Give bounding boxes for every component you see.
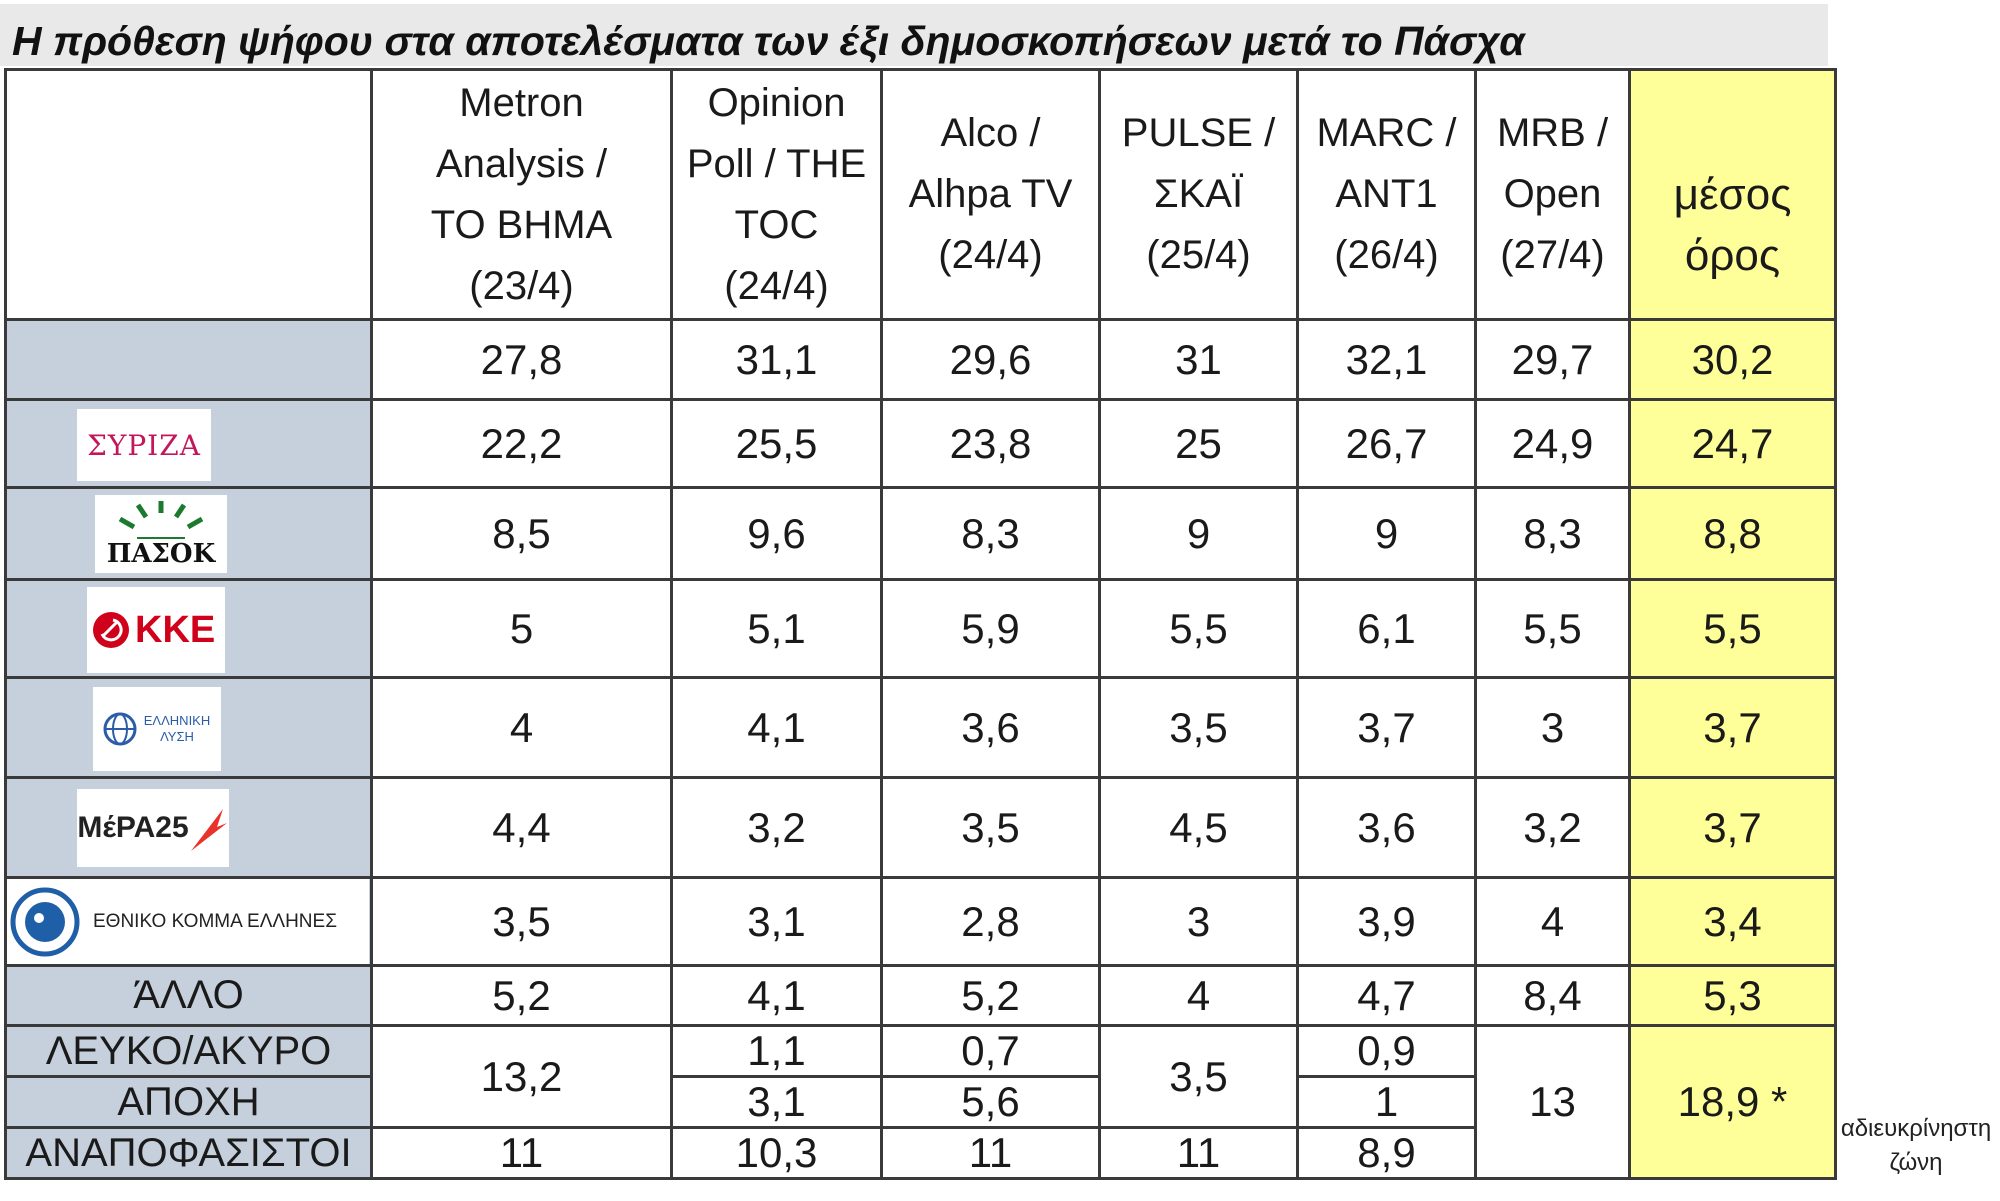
value-cell: 8,9 [1298, 1128, 1476, 1179]
header-metron [372, 70, 672, 320]
value-cell: 2,8 [882, 878, 1100, 966]
header-metron-l2: Analysis / [435, 141, 608, 186]
header-marc-l1: MARC / [1316, 111, 1457, 155]
hammer-sickle-icon [91, 610, 131, 650]
side-note [1832, 1112, 2000, 1180]
value-cell: 4,1 [672, 966, 882, 1026]
header-marc [1298, 70, 1476, 320]
table-row [6, 400, 1836, 488]
side-note-line1: αδιευκρίνηστη [1840, 1115, 1992, 1142]
average-cell-merged: 18,9 * [1630, 1026, 1836, 1179]
header-blank-cell [6, 70, 372, 320]
header-row [6, 70, 1836, 320]
polls-table [4, 68, 1837, 1180]
value-cell: 8,3 [1476, 488, 1630, 580]
average-cell: 3,4 [1630, 878, 1836, 966]
value-cell: 5 [372, 580, 672, 678]
globe-icon [102, 711, 138, 747]
header-opinion-l2: Poll / THE [686, 141, 867, 186]
average-cell: 3,7 [1630, 778, 1836, 878]
value-cell: 5,6 [882, 1077, 1100, 1128]
mera25-logo-text: ΜέΡΑ25 [77, 811, 189, 844]
party-cell-nd [6, 320, 372, 400]
value-cell: 3,5 [882, 778, 1100, 878]
value-cell: 32,1 [1298, 320, 1476, 400]
value-cell: 0,7 [882, 1026, 1100, 1077]
party-cell-elliniki-lysi [6, 678, 372, 778]
value-cell: 11 [1100, 1128, 1298, 1179]
average-cell: 3,7 [1630, 678, 1836, 778]
value-cell: 31,1 [672, 320, 882, 400]
average-cell: 5,3 [1630, 966, 1836, 1026]
party-cell-pasok [6, 488, 372, 580]
header-mrb-l3: (27/4) [1500, 233, 1605, 277]
value-cell: 4 [1100, 966, 1298, 1026]
header-mrb-l1: MRB / [1496, 111, 1609, 155]
ethniko-komma-logo [7, 879, 369, 965]
value-cell: 24,9 [1476, 400, 1630, 488]
value-cell: 6,1 [1298, 580, 1476, 678]
average-cell: 30,2 [1630, 320, 1836, 400]
syriza-logo [77, 409, 211, 481]
value-cell: 4,1 [672, 678, 882, 778]
value-cell: 1,1 [672, 1026, 882, 1077]
pasok-logo [95, 495, 227, 573]
average-cell: 5,5 [1630, 580, 1836, 678]
header-metron-l1: Metron [459, 80, 584, 125]
row-label-undecided: ΑΝΑΠΟΦΑΣΙΣΤΟΙ [6, 1128, 372, 1179]
header-opinion-l3: TOC [734, 202, 819, 247]
value-cell: 31 [1100, 320, 1298, 400]
party-cell-kke [6, 580, 372, 678]
header-pulse-l2: ΣΚΑΪ [1153, 172, 1244, 216]
value-cell: 3,5 [1100, 678, 1298, 778]
pasok-sun-icon [106, 499, 216, 539]
value-cell-metron-merged: 13,2 [372, 1026, 672, 1128]
header-pulse-l3: (25/4) [1146, 233, 1251, 277]
value-cell: 3,1 [672, 878, 882, 966]
table-row [6, 966, 1836, 1026]
value-cell: 5,2 [882, 966, 1100, 1026]
value-cell: 9 [1100, 488, 1298, 580]
value-cell: 3,5 [372, 878, 672, 966]
value-cell: 5,1 [672, 580, 882, 678]
average-cell: 8,8 [1630, 488, 1836, 580]
value-cell-mrb-merged: 13 [1476, 1026, 1630, 1179]
value-cell: 4,4 [372, 778, 672, 878]
page-title: Η πρόθεση ψήφου στα αποτελέσματα των έξι δημοσκοπήσεων μετά το Πάσχα [12, 18, 1525, 64]
value-cell: 3,9 [1298, 878, 1476, 966]
table-row [6, 1026, 1836, 1077]
header-marc-l2: ANT1 [1335, 172, 1438, 216]
header-average [1630, 70, 1836, 320]
value-cell: 5,2 [372, 966, 672, 1026]
header-mrb [1476, 70, 1630, 320]
value-cell: 3,7 [1298, 678, 1476, 778]
table-row [6, 678, 1836, 778]
value-cell: 3 [1476, 678, 1630, 778]
value-cell: 3,6 [1298, 778, 1476, 878]
value-cell: 5,5 [1100, 580, 1298, 678]
value-cell: 8,4 [1476, 966, 1630, 1026]
table-row [6, 488, 1836, 580]
mera25-logo [77, 789, 229, 867]
kke-logo [87, 587, 225, 673]
value-cell: 9 [1298, 488, 1476, 580]
header-pulse-l1: PULSE / [1121, 111, 1276, 155]
value-cell: 1 [1298, 1077, 1476, 1128]
average-cell: 24,7 [1630, 400, 1836, 488]
value-cell: 4,7 [1298, 966, 1476, 1026]
table-row [6, 580, 1836, 678]
header-metron-l4: (23/4) [469, 263, 574, 308]
value-cell: 0,9 [1298, 1026, 1476, 1077]
value-cell: 27,8 [372, 320, 672, 400]
value-cell: 9,6 [672, 488, 882, 580]
row-label-other: ΆΛΛΟ [6, 966, 372, 1026]
value-cell: 29,7 [1476, 320, 1630, 400]
syriza-logo-text: ΣΥΡΙΖΑ [87, 428, 201, 462]
elliniki-lysi-logo [93, 687, 221, 771]
header-alco [882, 70, 1100, 320]
value-cell: 4,5 [1100, 778, 1298, 878]
value-cell: 22,2 [372, 400, 672, 488]
value-cell: 3 [1100, 878, 1298, 966]
value-cell: 11 [882, 1128, 1100, 1179]
arrow-icon [189, 803, 229, 853]
value-cell: 25,5 [672, 400, 882, 488]
value-cell: 8,3 [882, 488, 1100, 580]
kke-logo-text: ΚΚΕ [135, 608, 216, 651]
value-cell: 25 [1100, 400, 1298, 488]
row-label-blank-invalid: ΛΕΥΚΟ/ΑΚΥΡΟ [6, 1026, 372, 1077]
header-opinion [672, 70, 882, 320]
party-cell-ethniko-komma [6, 878, 372, 966]
elliniki-lysi-logo-text: ΕΛΛΗΝΙΚΗ ΛΥΣΗ [143, 713, 211, 744]
value-cell: 4 [372, 678, 672, 778]
title-bar [0, 4, 1828, 66]
party-cell-syriza [6, 400, 372, 488]
header-opinion-l4: (24/4) [724, 263, 829, 308]
table-row [6, 778, 1836, 878]
header-alco-l1: Alco / [940, 111, 1041, 155]
header-metron-l3: ΤΟ ΒΗΜΑ [430, 202, 613, 247]
header-pulse [1100, 70, 1298, 320]
header-alco-l2: Alhpa TV [908, 172, 1073, 216]
emblem-icon [7, 882, 83, 962]
header-average-l2: όρος [1684, 230, 1781, 280]
value-cell: 4 [1476, 878, 1630, 966]
value-cell: 3,2 [672, 778, 882, 878]
value-cell: 3,1 [672, 1077, 882, 1128]
value-cell: 23,8 [882, 400, 1100, 488]
ethniko-komma-logo-text: ΕΘΝΙΚΟ ΚΟΜΜΑ ΕΛΛΗΝΕΣ [93, 911, 337, 932]
value-cell: 3,2 [1476, 778, 1630, 878]
table-row [6, 878, 1836, 966]
row-label-abstention: ΑΠΟΧΗ [6, 1077, 372, 1128]
header-opinion-l1: Opinion [707, 80, 846, 125]
value-cell: 5,5 [1476, 580, 1630, 678]
value-cell: 8,5 [372, 488, 672, 580]
party-cell-mera25 [6, 778, 372, 878]
value-cell: 3,6 [882, 678, 1100, 778]
value-cell: 29,6 [882, 320, 1100, 400]
value-cell: 11 [372, 1128, 672, 1179]
header-average-l1: μέσος [1673, 169, 1792, 219]
value-cell-pulse-merged: 3,5 [1100, 1026, 1298, 1128]
header-mrb-l2: Open [1503, 172, 1602, 216]
table-row [6, 320, 1836, 400]
side-note-line2: ζώνη [1889, 1149, 1943, 1176]
header-alco-l3: (24/4) [938, 233, 1043, 277]
value-cell: 10,3 [672, 1128, 882, 1179]
pasok-logo-text: ΠΑΣΟΚ [106, 539, 216, 569]
header-marc-l3: (26/4) [1334, 233, 1439, 277]
value-cell: 26,7 [1298, 400, 1476, 488]
value-cell: 5,9 [882, 580, 1100, 678]
